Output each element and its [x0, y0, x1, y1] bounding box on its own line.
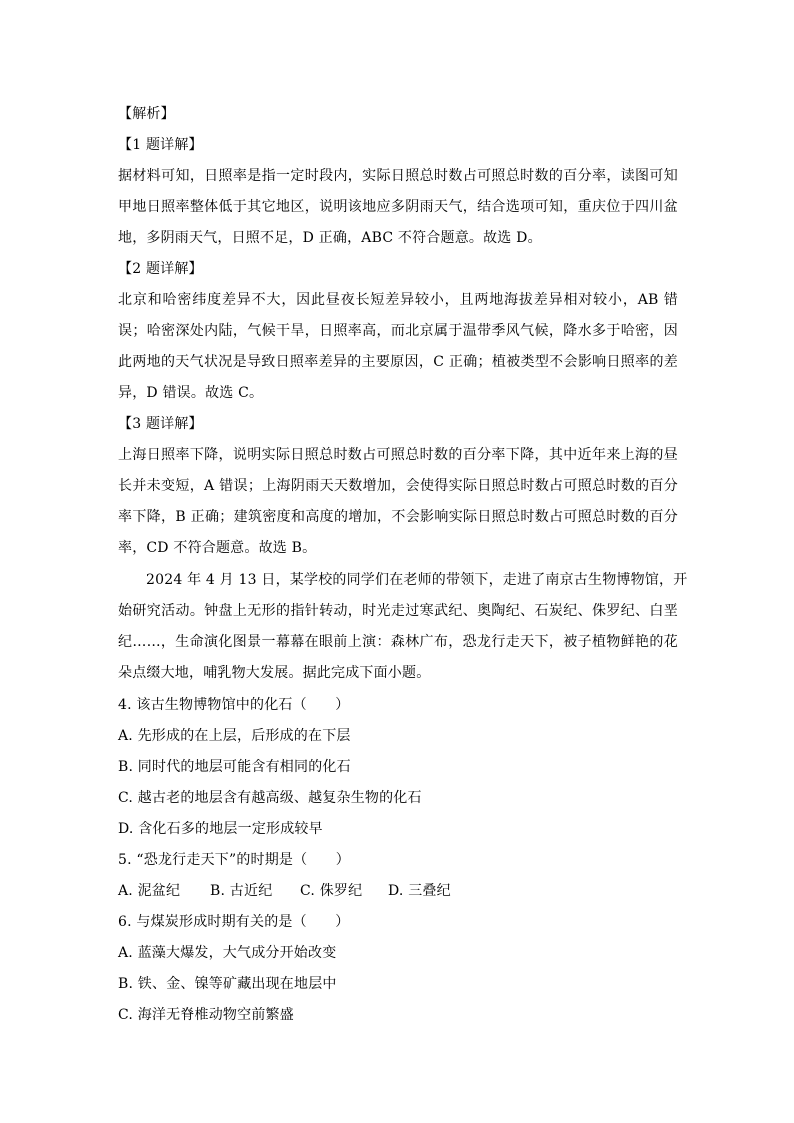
- question-5-option-b: B. 古近纪: [210, 883, 273, 899]
- question-5-option-d: D. 三叠纪: [388, 883, 451, 899]
- question-5-option-a: A. 泥盆纪: [118, 883, 181, 899]
- question-6-option-a: A. 蓝藻大爆发，大气成分开始改变: [118, 945, 337, 961]
- passage-line: 朵点缀大地，哺乳物大发展。据此完成下面小题。: [118, 665, 431, 681]
- q3-detail-heading: 【3 题详解】: [118, 416, 203, 432]
- passage-line: 始研究活动。钟盘上无形的指针转动，时光走过寒武纪、奥陶纪、石炭纪、侏罗纪、白垩: [118, 603, 678, 619]
- passage-line: 纪……，生命演化图景一幕幕在眼前上演：森林广布，恐龙行走天下，被子植物鲜艳的花: [118, 634, 678, 650]
- question-5-stem: 5. “恐龙行走天下”的时期是（ ）: [118, 852, 350, 868]
- q3-detail-line: 长并未变短，A 错误；上海阴雨天天数增加，会使得实际日照总时数占可照总时数的百分: [118, 478, 678, 494]
- q2-detail-line: 此两地的天气状况是导致日照率差异的主要原因，C 正确；植被类型不会影响日照率的差: [118, 354, 678, 370]
- q3-detail-line: 率，CD 不符合题意。故选 B。: [118, 540, 317, 556]
- question-6-option-c: C. 海洋无脊椎动物空前繁盛: [118, 1007, 294, 1023]
- q2-detail-line: 异，D 错误。故选 C。: [118, 385, 264, 401]
- q3-detail-line: 上海日照率下降，说明实际日照总时数占可照总时数的百分率下降，其中近年来上海的昼: [118, 447, 678, 463]
- q1-detail-line: 甲地日照率整体低于其它地区，说明该地应多阴雨天气，结合选项可知，重庆位于四川盆: [118, 199, 678, 215]
- q1-detail-line: 据材料可知，日照率是指一定时段内，实际日照总时数占可照总时数的百分率，读图可知: [118, 168, 678, 184]
- passage-line: 2024 年 4 月 13 日，某学校的同学们在老师的带领下，走进了南京古生物博物馆，开: [146, 572, 688, 588]
- question-6-option-b: B. 铁、金、镍等矿藏出现在地层中: [118, 976, 337, 992]
- question-4-stem: 4. 该古生物博物馆中的化石（ ）: [118, 697, 350, 713]
- q1-detail-heading: 【1 题详解】: [118, 137, 203, 153]
- question-4-option-b: B. 同时代的地层可能含有相同的化石: [118, 759, 351, 775]
- q2-detail-line: 北京和哈密纬度差异不大，因此昼夜长短差异较小，且两地海拔差异相对较小，AB 错: [118, 292, 678, 308]
- question-4-option-c: C. 越古老的地层含有越高级、越复杂生物的化石: [118, 790, 422, 806]
- analysis-heading: 【解析】: [118, 106, 175, 122]
- q1-detail-line: 地，多阴雨天气，日照不足，D 正确，ABC 不符合题意。故选 D。: [118, 230, 542, 246]
- q2-detail-heading: 【2 题详解】: [118, 261, 203, 277]
- question-4-option-d: D. 含化石多的地层一定形成较早: [118, 821, 323, 837]
- question-5-option-c: C. 侏罗纪: [300, 883, 363, 899]
- q2-detail-line: 误；哈密深处内陆，气候干旱，日照率高，而北京属于温带季风气候，降水多于哈密，因: [118, 323, 678, 339]
- q3-detail-line: 率下降，B 正确；建筑密度和高度的增加，不会影响实际日照总时数占可照总时数的百分: [118, 509, 678, 525]
- question-4-option-a: A. 先形成的在上层，后形成的在下层: [118, 728, 351, 744]
- question-6-stem: 6. 与煤炭形成时期有关的是（ ）: [118, 914, 350, 930]
